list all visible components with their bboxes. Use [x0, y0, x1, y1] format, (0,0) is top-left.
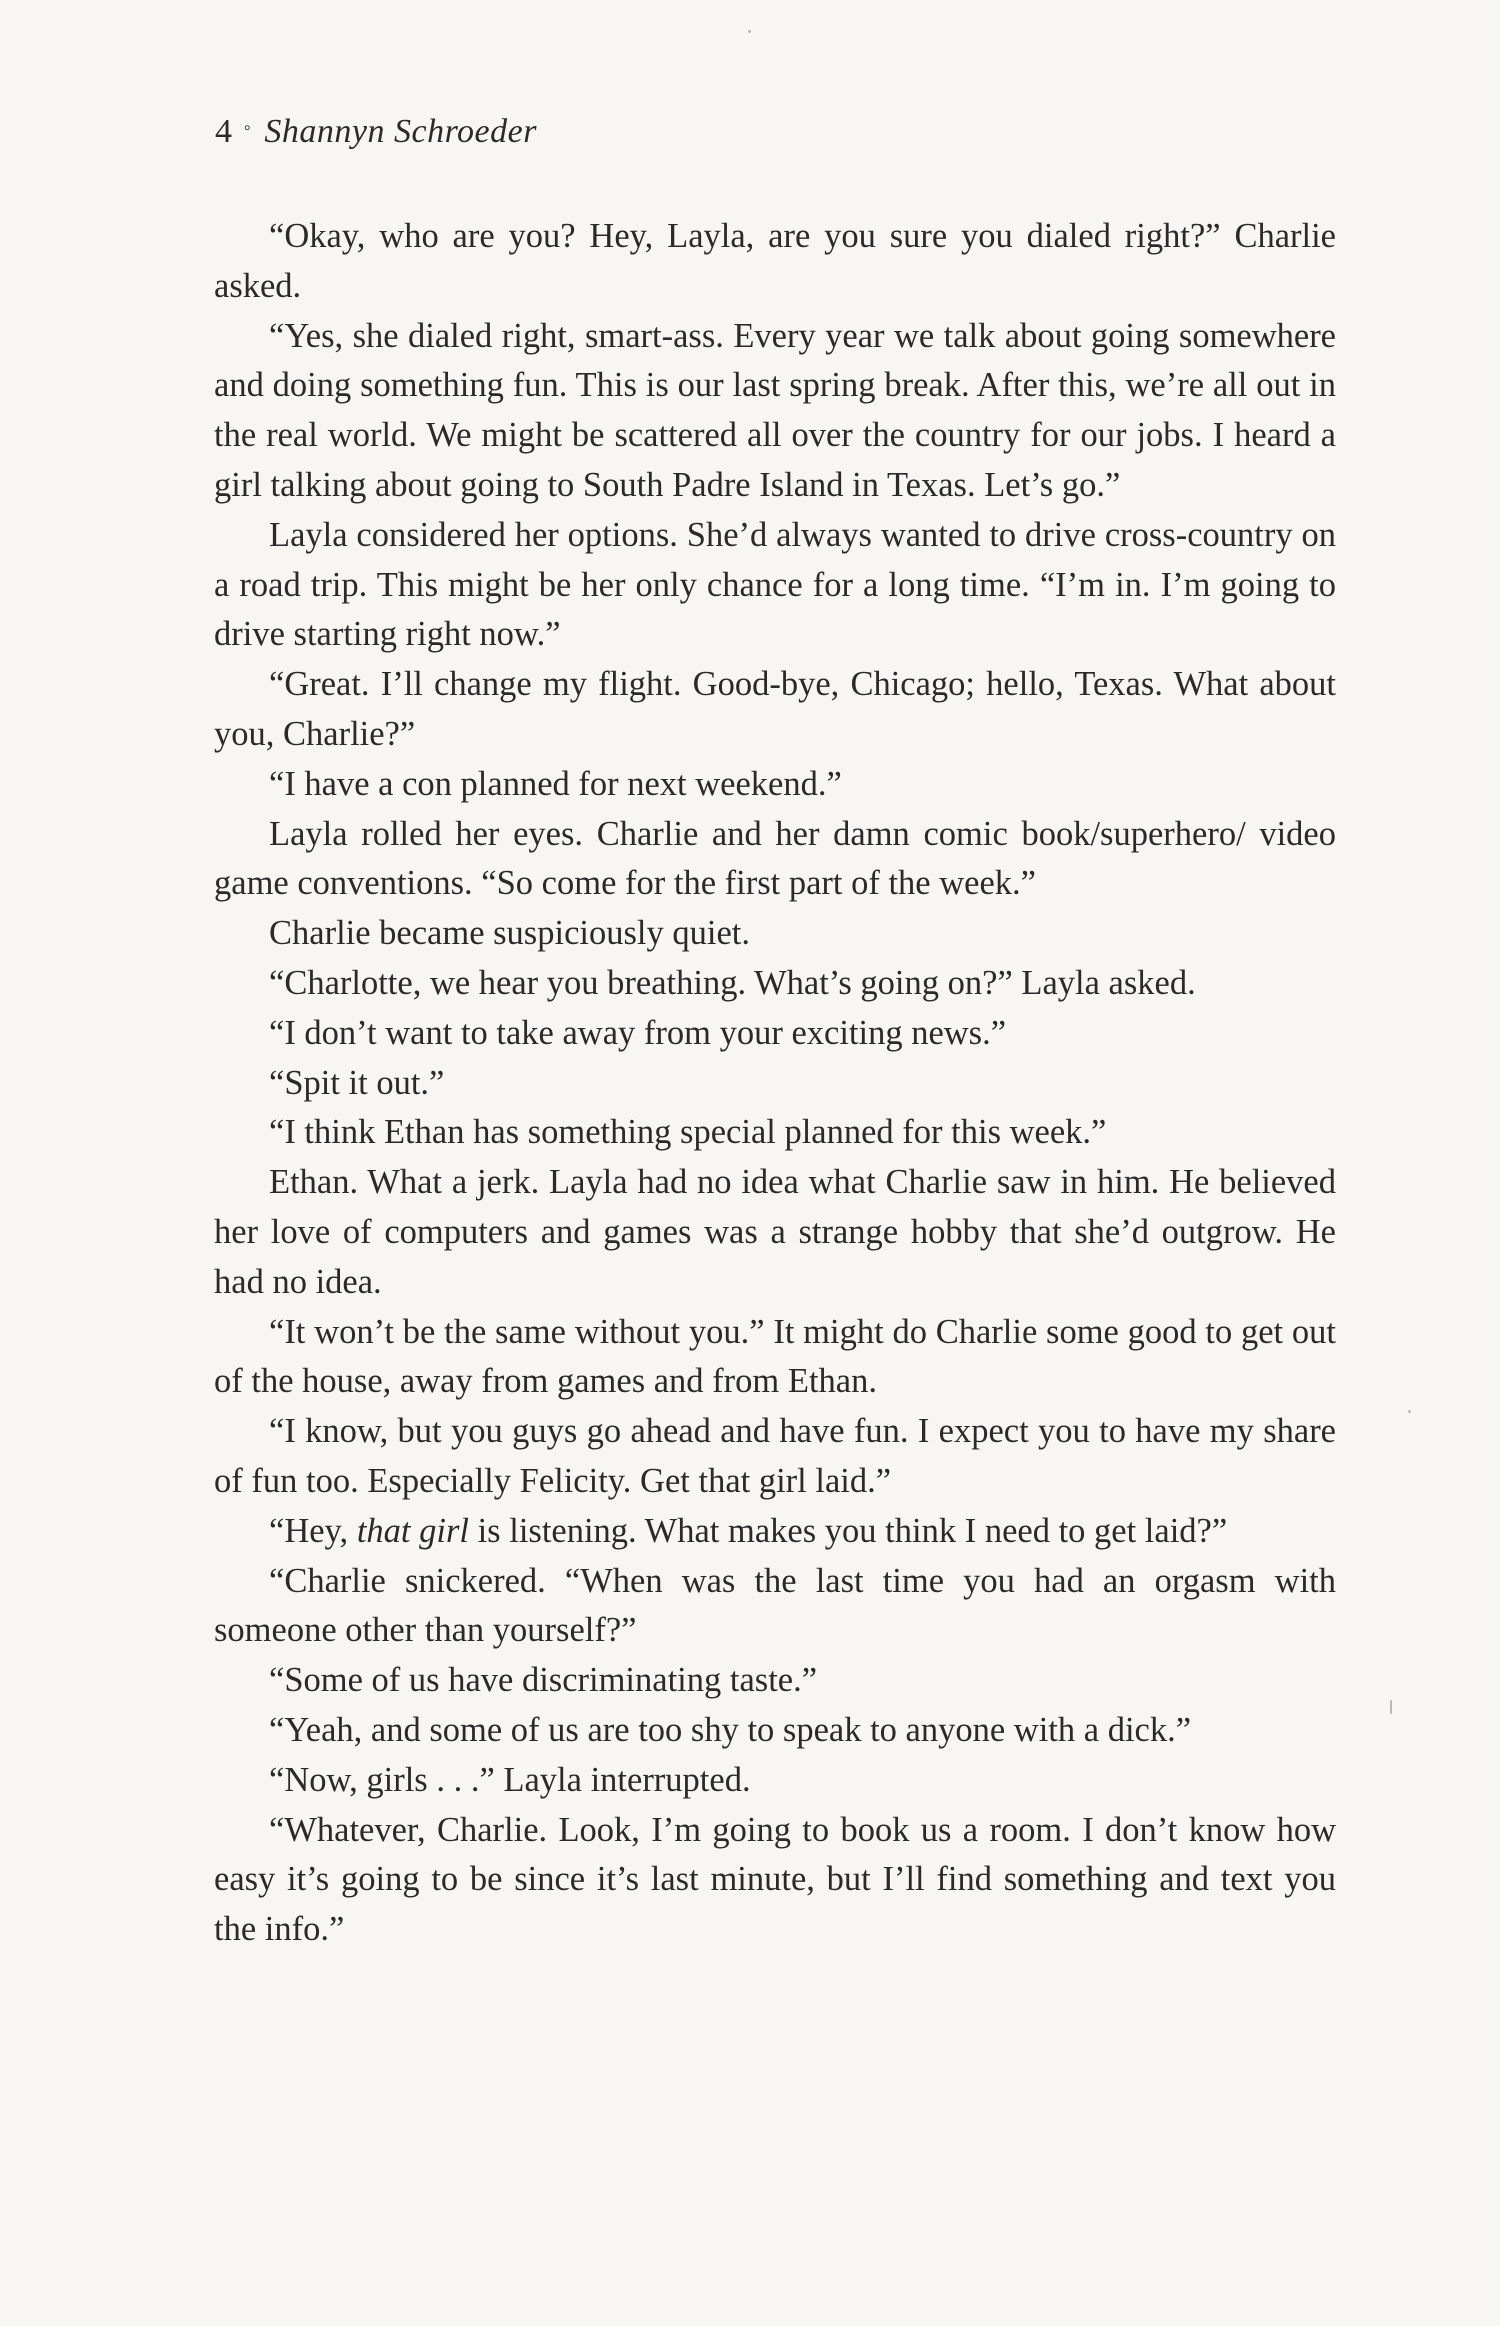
paragraph: “I know, but you guys go ahead and have fun. I expect you to have my share of fun too. Especially Felicity. Get that girl laid.”: [214, 1412, 1336, 1500]
paper-speck: [1390, 1700, 1392, 1714]
paragraph: “Charlie snickered. “When was the last time you had an orgasm with someone other than yourself?”: [214, 1561, 1336, 1650]
paragraph-with-emphasis: [214, 1507, 1336, 1557]
body-text: [214, 212, 1336, 1955]
paragraph: “I don’t want to take away from your exciting news.”: [269, 1013, 1007, 1052]
paragraph: “It won’t be the same without you.” It might do Charlie some good to get out of the house, away from games and from Ethan.: [214, 1312, 1336, 1401]
running-header: [215, 112, 537, 152]
paragraph: “Whatever, Charlie. Look, I’m going to book us a room. I don’t know how easy it’s going to be since it’s last minute, but I’ll find something and text you the info.”: [214, 1810, 1336, 1949]
paragraph: “Spit it out.”: [269, 1063, 445, 1102]
paper-speck: [748, 30, 751, 33]
page-number: 4: [215, 113, 232, 150]
emphasized-text: that girl: [356, 1511, 469, 1550]
paragraph-text: is listening. What makes you think I need to get laid?”: [468, 1511, 1228, 1550]
paragraph-text: “Hey,: [269, 1511, 357, 1550]
paragraph: Ethan. What a jerk. Layla had no idea what Charlie saw in him. He believed her love of computers and games was a strange hobby that she’d outgrow. He had no idea.: [214, 1163, 1336, 1301]
paragraph: “Charlotte, we hear you breathing. What’s going on?” Layla asked.: [269, 963, 1196, 1002]
paragraph: Charlie became suspiciously quiet.: [269, 914, 750, 953]
paragraph: “Yes, she dialed right, smart-ass. Every year we talk about going somewhere and doing something fun. This is our last spring break. After this, we’re all out in the real world. We might be scattered all over the country for our jobs. I heard a girl talking about going to South Padre Island in Texas. Let’s go.”: [214, 316, 1336, 504]
paragraph: “I think Ethan has something special planned for this week.”: [269, 1113, 1107, 1152]
paragraph: “Yeah, and some of us are too shy to speak to anyone with a dick.”: [269, 1710, 1192, 1749]
author-name: Shannyn Schroeder: [264, 113, 537, 150]
paper-speck: [1408, 1410, 1411, 1413]
paragraph: “I have a con planned for next weekend.”: [269, 764, 842, 803]
header-separator: °: [244, 123, 251, 140]
paragraph: Layla rolled her eyes. Charlie and her damn comic book/superhero/ video game conventions. “So come for the first part of the week.”: [214, 814, 1336, 903]
paragraph: “Some of us have discriminating taste.”: [269, 1661, 818, 1700]
paragraph: Layla considered her options. She’d always wanted to drive cross-country on a road trip. This might be her only chance for a long time. “I’m in. I’m going to drive starting right now.”: [214, 515, 1336, 654]
paragraph: “Great. I’ll change my flight. Good-bye, Chicago; hello, Texas. What about you, Charlie?”: [214, 665, 1336, 753]
paragraph: “Now, girls . . .” Layla interrupted.: [269, 1760, 751, 1799]
paragraph: “Okay, who are you? Hey, Layla, are you sure you dialed right?” Charlie asked.: [214, 217, 1336, 305]
